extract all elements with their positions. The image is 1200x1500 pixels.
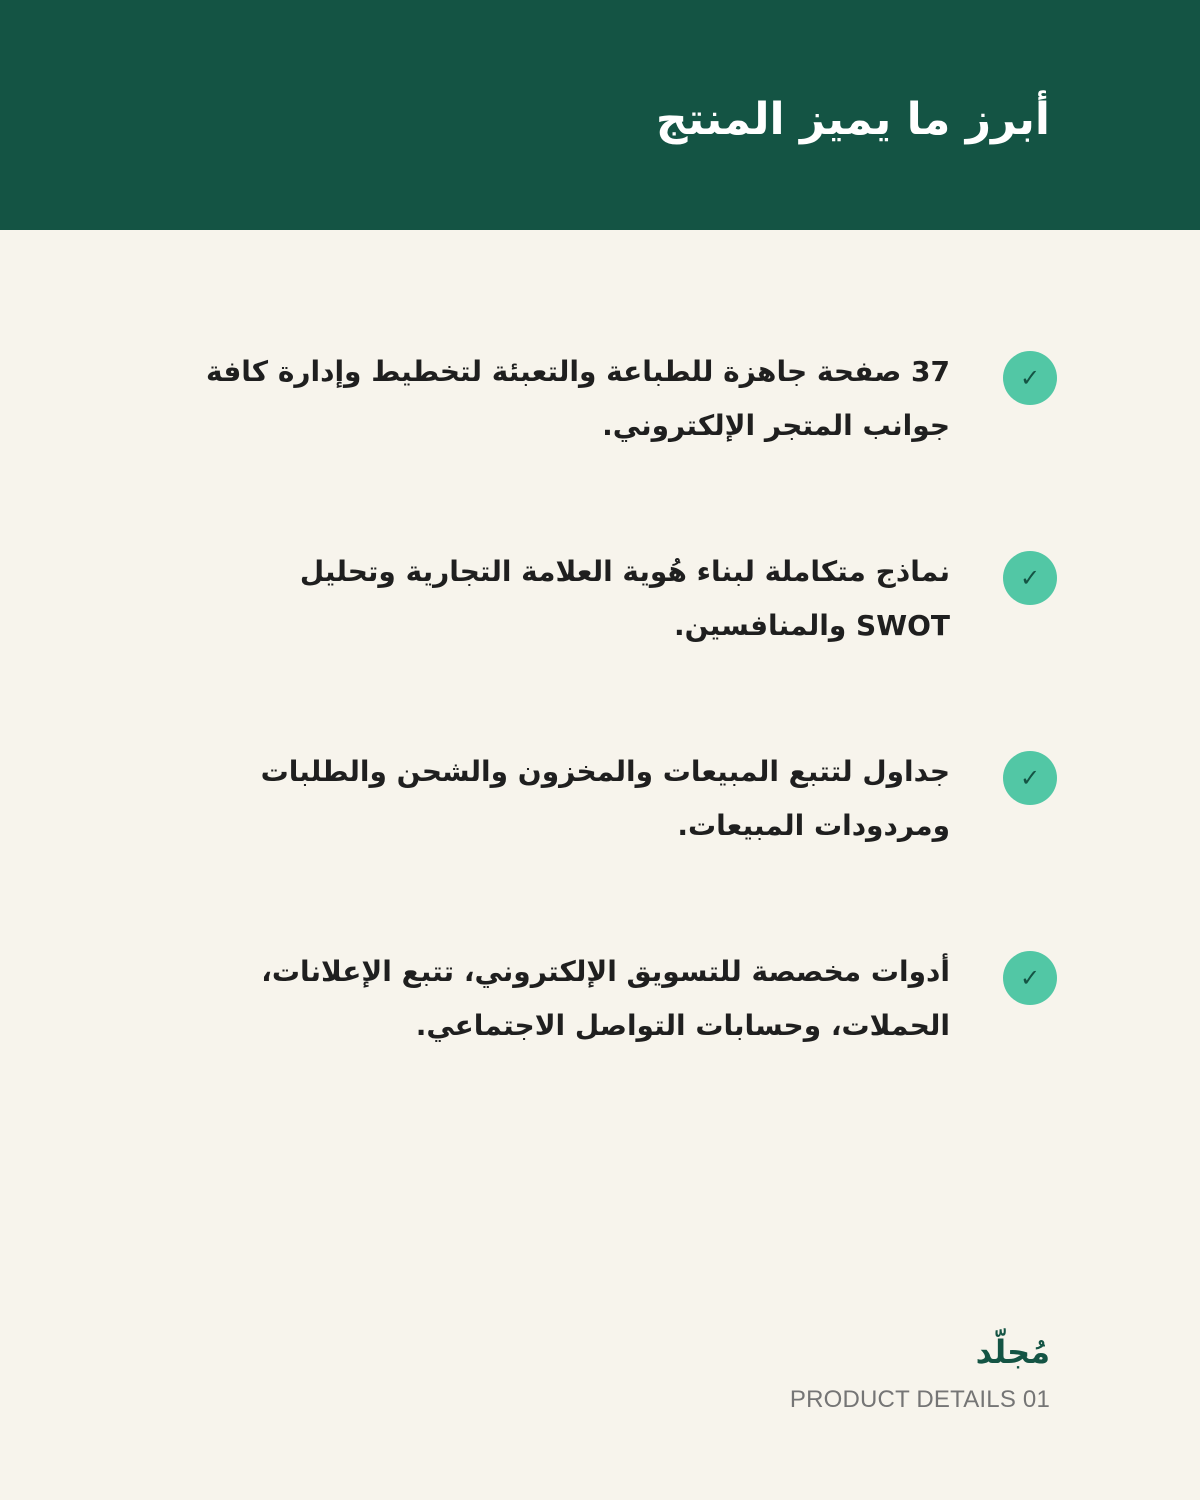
- page-header: [0, 0, 1200, 230]
- check-icon: ✓: [1003, 351, 1057, 405]
- feature-item: [197, 545, 1057, 745]
- feature-item: [197, 345, 1057, 545]
- product-code: PRODUCT DETAILS 01: [789, 1386, 1050, 1413]
- feature-item: [197, 745, 1057, 945]
- page-title: أبرز ما يميز المنتج: [655, 94, 1050, 145]
- feature-text: أدوات مخصصة للتسويق الإلكتروني، تتبع الإعلانات، الحملات، وحسابات التواصل الاجتماعي.: [261, 955, 950, 1042]
- check-icon: ✓: [1003, 551, 1057, 605]
- brand-name: مُجلّد: [975, 1333, 1050, 1371]
- check-icon: ✓: [1003, 951, 1057, 1005]
- feature-text: نماذج متكاملة لبناء هُوية العلامة التجارية وتحليل SWOT والمنافسين.: [299, 555, 950, 642]
- feature-item: [197, 945, 1057, 1145]
- feature-text: جداول لتتبع المبيعات والمخزون والشحن والطلبات ومردودات المبيعات.: [260, 755, 950, 842]
- feature-text: 37 صفحة جاهزة للطباعة والتعبئة لتخطيط وإدارة كافة جوانب المتجر الإلكتروني.: [205, 355, 950, 442]
- check-icon: ✓: [1003, 751, 1057, 805]
- feature-list: [197, 345, 1057, 1145]
- footer: [790, 1326, 1050, 1414]
